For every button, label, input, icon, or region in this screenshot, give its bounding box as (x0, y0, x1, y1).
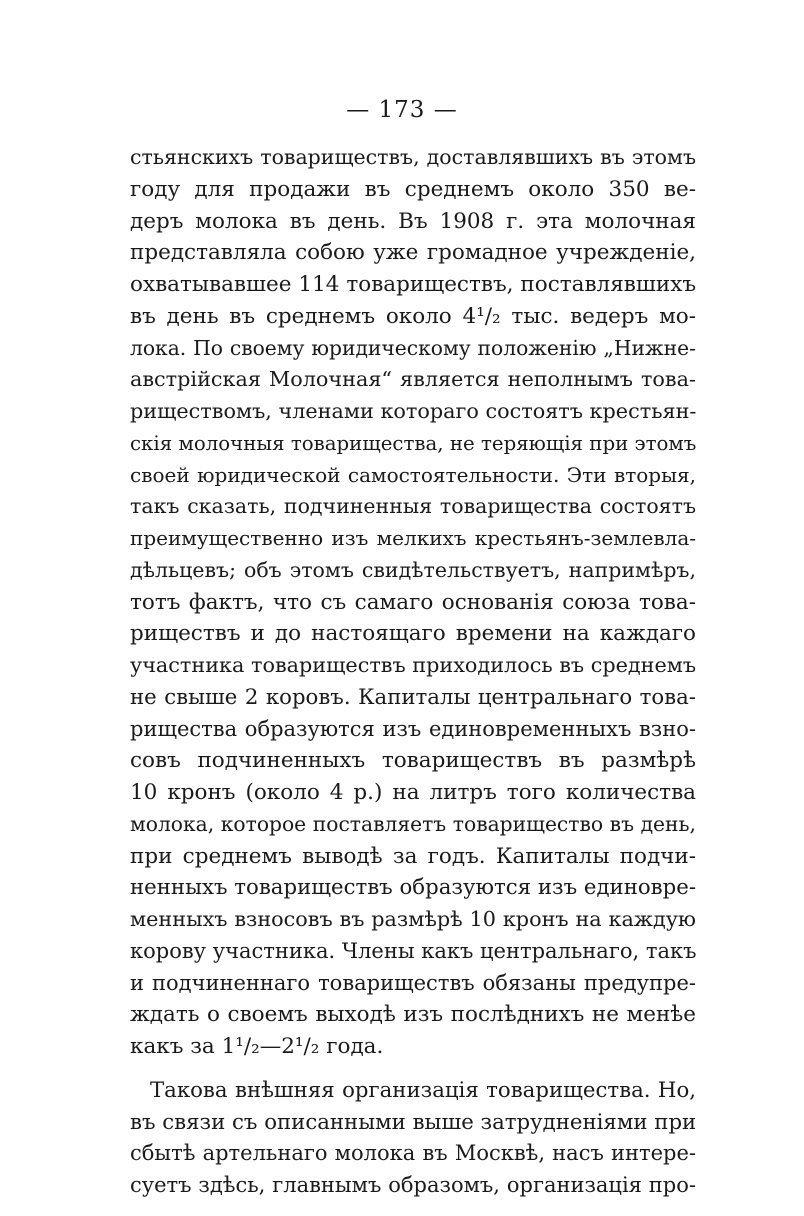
text-line: корову участника. Члены какъ центральнаго, такъ (130, 938, 696, 963)
text-line: охватывавшее 114 товариществъ, поставлявшихъ (130, 272, 696, 297)
body-text (130, 142, 696, 1202)
text-line: не свыше 2 коровъ. Капиталы центральнаго това- (130, 684, 696, 710)
text-line: стьянскихъ товариществъ, доставлявшихъ въ этомъ (130, 145, 696, 169)
text-line: австрійская Молочная“ является неполнымъ това- (130, 367, 696, 392)
text-line: суетъ здѣсь, главнымъ образомъ, организація про- (130, 1173, 696, 1197)
text-line: менныхъ взносовъ въ размѣрѣ 10 кронъ на каждую (130, 907, 696, 931)
text-line: рищества образуются изъ единовременныхъ взно- (130, 716, 696, 741)
text-line: риществомъ, членами котораго состоятъ крестьян- (130, 399, 696, 423)
text-line: въ связи съ описанными выше затрудненіями при (130, 1109, 696, 1135)
text-line: ждать о своемъ выходѣ изъ послѣднихъ не менѣе (130, 1002, 696, 1028)
text-line: лока. По своему юридическому положенію „Нижне- (130, 335, 696, 360)
text-line: представляла собою уже громадное учрежденіе, (130, 240, 696, 266)
text-line: 10 кронъ (около 4 р.) на литръ того количества (130, 780, 696, 805)
text-line: риществъ и до настоящаго времени на каждаго (130, 621, 696, 647)
text-line: скія молочныя товарищества, не теряющія при этомъ (130, 431, 696, 455)
text-line: Такова внѣшняя организація товарищества. Но, (150, 1077, 696, 1103)
text-line: молока, которое поставляетъ товарищество въ день, (130, 811, 696, 836)
text-line: преимущественно изъ мелкихъ крестьянъ-землевла- (130, 526, 696, 550)
text-line: въ день въ среднемъ около 4¹/₂ тыс. ведеръ мо- (130, 303, 696, 329)
text-line: своей юридической самостоятельности. Эти вторыя, (130, 462, 696, 487)
paragraph-1 (130, 142, 696, 1063)
text-line: и подчиненнаго товариществъ обязаны предупре- (130, 970, 696, 995)
page-number: — 173 — (346, 97, 458, 123)
text-line: какъ за 1¹/₂—2¹/₂ года. (130, 1034, 384, 1059)
text-line: тотъ фактъ, что съ самаго основанія союза това- (130, 589, 696, 615)
text-line: деръ молока въ день. Въ 1908 г. эта молочная (130, 208, 696, 234)
text-line: дѣльцевъ; объ этомъ свидѣтельствуетъ, напримѣръ, (130, 557, 696, 582)
text-line: году для продажи въ среднемъ около 350 ве- (130, 176, 696, 202)
paragraph-2 (130, 1075, 696, 1202)
paragraph-gap (130, 1063, 696, 1075)
text-line: ненныхъ товариществъ образуются изъ единовре- (130, 875, 696, 901)
text-line: сбытѣ артельнаго молока въ Москвѣ, насъ интере- (130, 1141, 696, 1166)
text-line: совъ подчиненныхъ товариществъ въ размѣрѣ (130, 748, 696, 774)
text-line: такъ сказать, подчиненныя товарищества состоятъ (130, 494, 696, 519)
text-line: при среднемъ выводѣ за годъ. Капиталы подчи- (130, 843, 696, 869)
text-line: участника товариществъ приходилось въ среднемъ (130, 653, 696, 677)
